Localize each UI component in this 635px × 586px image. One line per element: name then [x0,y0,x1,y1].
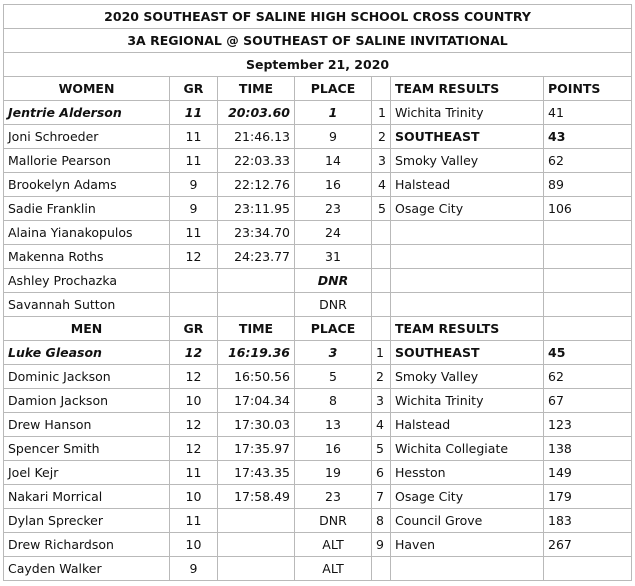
runner-time: 17:43.35 [218,461,295,485]
men-result-row [4,413,632,437]
empty-cell [372,269,391,293]
team-name: Wichita Collegiate [391,437,544,461]
men-result-row [4,341,632,365]
runner-name: Joni Schroeder [4,125,170,149]
team-rank: 2 [372,125,391,149]
runner-name: Alaina Yianakopulos [4,221,170,245]
runner-grade: 9 [170,197,218,221]
runner-place: DNR [295,269,372,293]
runner-time: 16:19.36 [218,341,295,365]
women-result-row [4,125,632,149]
men-result-row [4,437,632,461]
men-result-row [4,485,632,509]
runner-time: 24:23.77 [218,245,295,269]
team-name: Osage City [391,485,544,509]
team-points: 138 [544,437,632,461]
empty-cell [544,221,632,245]
team-points: 123 [544,413,632,437]
women-result-row [4,101,632,125]
men-result-row [4,461,632,485]
men-header-row [4,317,632,341]
runner-name: Luke Gleason [4,341,170,365]
runner-name: Nakari Morrical [4,485,170,509]
empty-cell [391,557,544,581]
runner-grade: 12 [170,413,218,437]
empty-cell [544,269,632,293]
runner-time [218,293,295,317]
runner-name: Jentrie Alderson [4,101,170,125]
runner-place: 16 [295,437,372,461]
empty-cell [544,245,632,269]
team-points: 43 [544,125,632,149]
runner-place: 16 [295,173,372,197]
runner-place: 3 [295,341,372,365]
runner-name: Brookelyn Adams [4,173,170,197]
runner-grade: 10 [170,485,218,509]
runner-name: Mallorie Pearson [4,149,170,173]
team-name: Haven [391,533,544,557]
women-result-row [4,269,632,293]
title-line-2: 3A REGIONAL @ SOUTHEAST OF SALINE INVITATIONAL [4,29,632,53]
team-points: 62 [544,149,632,173]
runner-name: Savannah Sutton [4,293,170,317]
runner-grade: 12 [170,245,218,269]
men-col-team: TEAM RESULTS [391,317,544,341]
runner-grade: 11 [170,461,218,485]
runner-grade: 12 [170,341,218,365]
team-rank: 3 [372,389,391,413]
runner-place: 9 [295,125,372,149]
empty-cell [391,293,544,317]
runner-time: 22:12.76 [218,173,295,197]
runner-time [218,509,295,533]
runner-time: 23:11.95 [218,197,295,221]
team-points: 45 [544,341,632,365]
empty-cell [372,245,391,269]
team-rank: 4 [372,173,391,197]
empty-cell [372,557,391,581]
runner-grade: 11 [170,509,218,533]
team-rank: 9 [372,533,391,557]
team-rank: 1 [372,341,391,365]
runner-place: 5 [295,365,372,389]
team-rank: 2 [372,365,391,389]
runner-name: Dominic Jackson [4,365,170,389]
results-sheet [3,4,631,581]
runner-time [218,557,295,581]
runner-place: DNR [295,509,372,533]
men-col-place: PLACE [295,317,372,341]
women-col-name: WOMEN [4,77,170,101]
runner-time [218,533,295,557]
team-points: 179 [544,485,632,509]
team-points: 267 [544,533,632,557]
runner-name: Makenna Roths [4,245,170,269]
team-name: Wichita Trinity [391,389,544,413]
runner-name: Dylan Sprecker [4,509,170,533]
runner-time: 17:35.97 [218,437,295,461]
runner-grade [170,269,218,293]
women-result-row [4,245,632,269]
women-col-points: POINTS [544,77,632,101]
runner-place: ALT [295,557,372,581]
empty-cell [544,293,632,317]
runner-name: Spencer Smith [4,437,170,461]
runner-time: 23:34.70 [218,221,295,245]
men-col-name: MEN [4,317,170,341]
empty-cell [391,269,544,293]
results-table [3,4,632,581]
women-header-row [4,77,632,101]
empty-cell [372,293,391,317]
team-points: 106 [544,197,632,221]
runner-grade: 10 [170,389,218,413]
women-col-team: TEAM RESULTS [391,77,544,101]
runner-grade: 12 [170,437,218,461]
team-points: 41 [544,101,632,125]
runner-grade: 12 [170,365,218,389]
runner-time: 17:30.03 [218,413,295,437]
team-name: Smoky Valley [391,149,544,173]
team-rank: 8 [372,509,391,533]
runner-grade [170,293,218,317]
runner-name: Cayden Walker [4,557,170,581]
men-result-row [4,533,632,557]
women-result-row [4,173,632,197]
team-name: Osage City [391,197,544,221]
team-rank: 6 [372,461,391,485]
runner-place: 19 [295,461,372,485]
men-result-row [4,389,632,413]
runner-time [218,269,295,293]
team-name: SOUTHEAST [391,341,544,365]
runner-place: ALT [295,533,372,557]
runner-name: Drew Richardson [4,533,170,557]
runner-place: 31 [295,245,372,269]
women-result-row [4,221,632,245]
meet-date: September 21, 2020 [4,53,632,77]
team-name: Halstead [391,413,544,437]
empty-cell [544,557,632,581]
empty-cell [391,221,544,245]
team-points: 149 [544,461,632,485]
runner-place: 1 [295,101,372,125]
runner-place: 24 [295,221,372,245]
men-col-grade: GR [170,317,218,341]
women-result-row [4,149,632,173]
women-result-row [4,293,632,317]
team-name: Halstead [391,173,544,197]
women-col-grade: GR [170,77,218,101]
runner-time: 21:46.13 [218,125,295,149]
runner-grade: 9 [170,557,218,581]
runner-name: Damion Jackson [4,389,170,413]
runner-name: Sadie Franklin [4,197,170,221]
runner-place: 14 [295,149,372,173]
team-points: 183 [544,509,632,533]
team-rank: 7 [372,485,391,509]
men-result-row [4,365,632,389]
women-col-time: TIME [218,77,295,101]
women-col-place: PLACE [295,77,372,101]
empty-cell [391,245,544,269]
runner-grade: 11 [170,125,218,149]
runner-place: DNR [295,293,372,317]
empty-cell [372,221,391,245]
team-rank: 5 [372,437,391,461]
team-points: 62 [544,365,632,389]
team-name: SOUTHEAST [391,125,544,149]
men-result-row [4,509,632,533]
runner-grade: 11 [170,149,218,173]
runner-time: 16:50.56 [218,365,295,389]
men-col-time: TIME [218,317,295,341]
team-rank: 3 [372,149,391,173]
runner-time: 20:03.60 [218,101,295,125]
runner-grade: 9 [170,173,218,197]
runner-time: 17:58.49 [218,485,295,509]
runner-name: Joel Kejr [4,461,170,485]
team-name: Smoky Valley [391,365,544,389]
runner-grade: 11 [170,221,218,245]
team-rank: 1 [372,101,391,125]
runner-place: 23 [295,485,372,509]
team-points: 67 [544,389,632,413]
runner-place: 13 [295,413,372,437]
women-result-row [4,197,632,221]
runner-name: Ashley Prochazka [4,269,170,293]
team-name: Council Grove [391,509,544,533]
runner-name: Drew Hanson [4,413,170,437]
title-line-1: 2020 SOUTHEAST OF SALINE HIGH SCHOOL CROSS COUNTRY [4,5,632,29]
team-name: Hesston [391,461,544,485]
team-rank: 5 [372,197,391,221]
runner-time: 22:03.33 [218,149,295,173]
team-points: 89 [544,173,632,197]
men-result-row [4,557,632,581]
runner-grade: 11 [170,101,218,125]
team-name: Wichita Trinity [391,101,544,125]
runner-time: 17:04.34 [218,389,295,413]
runner-place: 23 [295,197,372,221]
runner-place: 8 [295,389,372,413]
team-rank: 4 [372,413,391,437]
runner-grade: 10 [170,533,218,557]
